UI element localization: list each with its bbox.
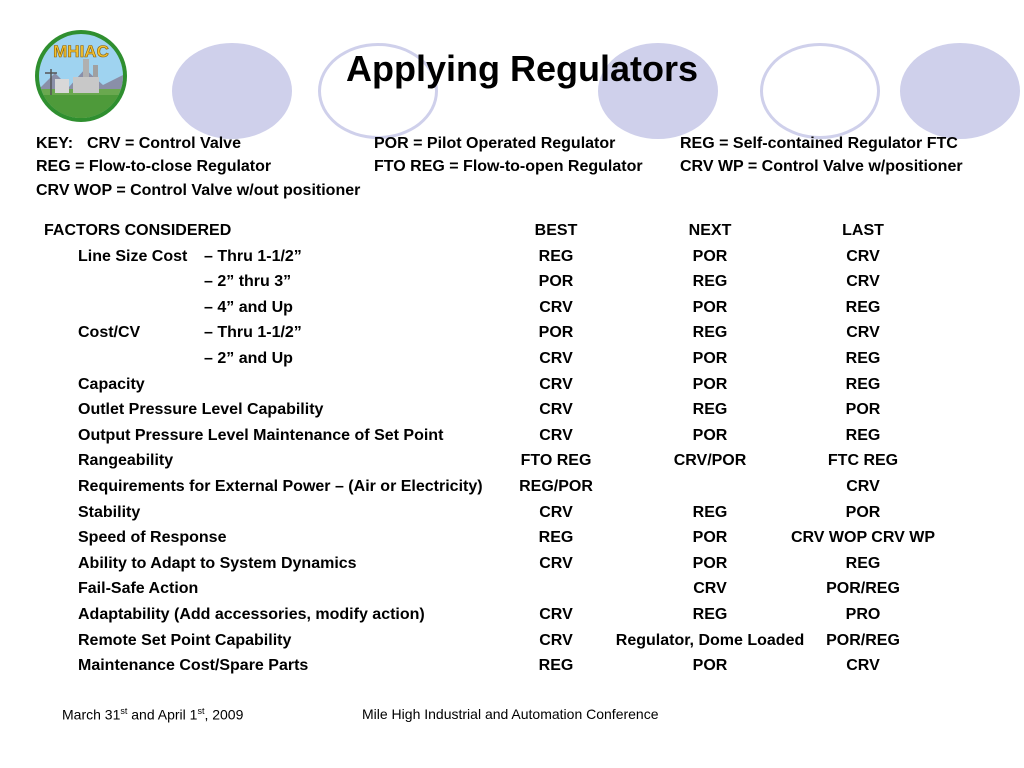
best-cell: CRV bbox=[539, 631, 573, 649]
table-row bbox=[0, 427, 1024, 453]
best-cell: POR bbox=[538, 273, 574, 291]
factor-cell: Requirements for External Power – (Air or Electricity) bbox=[78, 477, 483, 495]
next-cell: REG bbox=[692, 401, 728, 419]
best-cell: CRV bbox=[539, 426, 573, 444]
key-item: CRV = Control Valve bbox=[87, 135, 241, 152]
factor-cell: Speed of Response bbox=[78, 529, 227, 547]
best-cell: CRV bbox=[539, 349, 573, 367]
key-item: CRV WOP = Control Valve w/out positioner bbox=[36, 182, 361, 199]
next-cell: POR bbox=[692, 349, 728, 367]
best-cell: CRV bbox=[539, 375, 573, 393]
last-cell: CRV bbox=[846, 324, 880, 342]
footer-date bbox=[62, 706, 243, 723]
next-cell: POR bbox=[692, 298, 728, 316]
factor-cell: Capacity bbox=[78, 375, 145, 393]
next-cell: POR bbox=[692, 529, 728, 547]
header-best: BEST bbox=[534, 222, 578, 239]
table-header-row bbox=[0, 222, 1024, 248]
next-cell: Regulator, Dome Loaded bbox=[615, 631, 805, 649]
next-cell: POR bbox=[692, 554, 728, 572]
best-cell: REG bbox=[538, 529, 574, 547]
best-cell: CRV bbox=[539, 503, 573, 521]
next-cell: CRV/POR bbox=[673, 452, 747, 470]
factor-cell: Ability to Adapt to System Dynamics bbox=[78, 554, 357, 572]
factor-cell: Line Size Cost bbox=[78, 247, 188, 265]
factors-table bbox=[0, 222, 1024, 683]
next-cell: REG bbox=[692, 324, 728, 342]
best-cell: REG bbox=[538, 247, 574, 265]
logo-text: MHIAC bbox=[53, 42, 109, 61]
footer-date-text: and April 1 bbox=[127, 706, 198, 723]
next-cell: POR bbox=[692, 426, 728, 444]
best-cell: FTO REG bbox=[520, 452, 592, 470]
next-cell: REG bbox=[692, 273, 728, 291]
key-label: KEY: bbox=[36, 135, 74, 152]
table-row bbox=[0, 452, 1024, 478]
factor-cell: Output Pressure Level Maintenance of Set Point bbox=[78, 426, 444, 444]
table-row bbox=[0, 529, 1024, 555]
next-cell: CRV bbox=[693, 580, 727, 598]
footer-date-sup: st bbox=[197, 706, 205, 716]
next-cell: REG bbox=[692, 605, 728, 623]
factor-cell: Fail-Safe Action bbox=[78, 580, 199, 598]
table-row bbox=[0, 273, 1024, 299]
last-cell: CRV bbox=[846, 273, 880, 291]
key-item: REG = Self-contained Regulator FTC bbox=[680, 135, 958, 152]
best-cell: CRV bbox=[539, 605, 573, 623]
best-cell: CRV bbox=[539, 554, 573, 572]
key-item: POR = Pilot Operated Regulator bbox=[374, 135, 616, 152]
last-cell: POR/REG bbox=[826, 580, 900, 598]
last-cell: CRV bbox=[846, 477, 880, 495]
factor-cell: Cost/CV bbox=[78, 324, 141, 342]
sub-factor-cell: – Thru 1-1/2” bbox=[204, 324, 302, 342]
last-cell: REG bbox=[845, 554, 881, 572]
last-cell: PRO bbox=[845, 605, 881, 623]
key-item: CRV WP = Control Valve w/positioner bbox=[680, 158, 963, 175]
table-row bbox=[0, 555, 1024, 581]
table-row bbox=[0, 632, 1024, 658]
sub-factor-cell: – Thru 1-1/2” bbox=[204, 247, 302, 265]
best-cell: REG bbox=[538, 657, 574, 675]
last-cell: CRV bbox=[846, 247, 880, 265]
sub-factor-cell: – 2” and Up bbox=[204, 349, 293, 367]
table-row bbox=[0, 606, 1024, 632]
table-row bbox=[0, 504, 1024, 530]
table-row bbox=[0, 299, 1024, 325]
last-cell: CRV bbox=[846, 657, 880, 675]
best-cell: POR bbox=[538, 324, 574, 342]
factor-cell: Remote Set Point Capability bbox=[78, 631, 292, 649]
last-cell: REG bbox=[845, 298, 881, 316]
next-cell: POR bbox=[692, 375, 728, 393]
factor-cell: Maintenance Cost/Spare Parts bbox=[78, 657, 309, 675]
table-row bbox=[0, 401, 1024, 427]
next-cell: POR bbox=[692, 657, 728, 675]
next-cell: POR bbox=[692, 247, 728, 265]
table-row bbox=[0, 478, 1024, 504]
factor-cell: Rangeability bbox=[78, 452, 174, 470]
factor-cell: Outlet Pressure Level Capability bbox=[78, 401, 324, 419]
table-row bbox=[0, 248, 1024, 274]
last-cell: POR/REG bbox=[826, 631, 900, 649]
table-row bbox=[0, 580, 1024, 606]
best-cell: CRV bbox=[539, 298, 573, 316]
factor-cell: Adaptability (Add accessories, modify action) bbox=[78, 605, 425, 623]
page-title: Applying Regulators bbox=[345, 48, 699, 89]
header-last: LAST bbox=[842, 222, 884, 239]
next-cell: REG bbox=[692, 503, 728, 521]
last-cell: REG bbox=[845, 375, 881, 393]
best-cell: REG/POR bbox=[519, 477, 593, 495]
table-row bbox=[0, 324, 1024, 350]
footer-date-text: March 31 bbox=[62, 706, 121, 723]
last-cell: FTC REG bbox=[827, 452, 899, 470]
last-cell: POR bbox=[845, 503, 881, 521]
footer-conference: Mile High Industrial and Automation Conference bbox=[362, 706, 659, 722]
header-next: NEXT bbox=[688, 222, 732, 239]
factor-cell: Stability bbox=[78, 503, 141, 521]
last-cell: CRV WOP CRV WP bbox=[790, 529, 936, 547]
key-item: REG = Flow-to-close Regulator bbox=[36, 158, 272, 175]
footer-date-sup: st bbox=[120, 706, 128, 716]
sub-factor-cell: – 4” and Up bbox=[204, 298, 293, 316]
last-cell: REG bbox=[845, 426, 881, 444]
key-item: FTO REG = Flow-to-open Regulator bbox=[374, 158, 643, 175]
header-factors: FACTORS CONSIDERED bbox=[44, 222, 232, 239]
last-cell: REG bbox=[845, 349, 881, 367]
best-cell: CRV bbox=[539, 401, 573, 419]
table-row bbox=[0, 657, 1024, 683]
table-row bbox=[0, 376, 1024, 402]
footer-date-text: , 2009 bbox=[204, 706, 244, 723]
table-row bbox=[0, 350, 1024, 376]
last-cell: POR bbox=[845, 401, 881, 419]
sub-factor-cell: – 2” thru 3” bbox=[204, 273, 292, 291]
